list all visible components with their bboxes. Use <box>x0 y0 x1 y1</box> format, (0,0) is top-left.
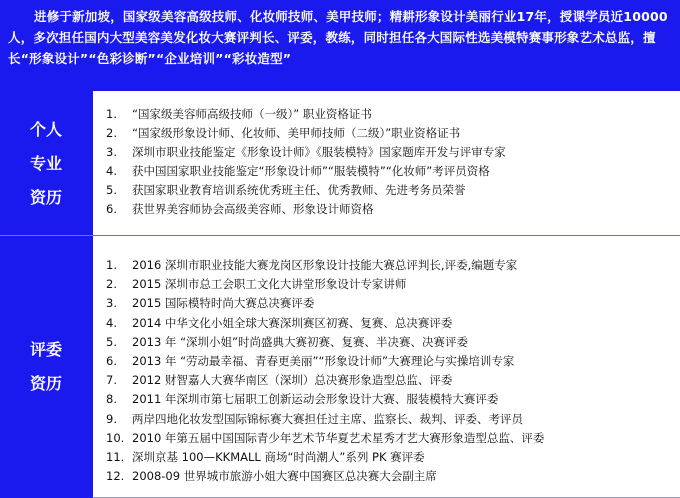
item-text: 2012 财智嘉人大赛华南区（深圳）总决赛形象造型总监、评委 <box>132 373 453 388</box>
item-number: 4. <box>106 315 117 330</box>
item-text: “国家级形象设计师、化妆师、美甲师技师（二级）”职业资格证书 <box>132 126 461 140</box>
item-text: 2008-09 世界城市旅游小姐大赛中国赛区总决赛大会副主席 <box>132 469 437 484</box>
label-line: 评委 <box>29 340 62 359</box>
list-item <box>106 314 680 333</box>
label-line: 资历 <box>29 374 62 393</box>
item-text: 2013 年 “劳动最幸福、青春更美丽”“形象设计师”大赛理论与实操培训专家 <box>132 353 515 368</box>
item-number: 4. <box>106 164 117 178</box>
professional-qualifications-section <box>0 91 680 236</box>
list-item <box>106 448 680 467</box>
item-text: 2016 深圳市职业技能大赛龙岗区形象设计技能大赛总评判长,评委,编题专家 <box>132 258 518 272</box>
judge-experience-section <box>0 236 680 498</box>
item-number: 6. <box>106 353 117 368</box>
judge-experience-list <box>92 236 680 498</box>
item-number: 8. <box>106 392 117 407</box>
list-item <box>106 352 680 371</box>
list-item <box>106 105 680 124</box>
item-number: 11. <box>106 449 125 464</box>
judge-experience-label <box>0 236 92 498</box>
list-item <box>106 390 680 409</box>
intro-paragraph: 进修于新加坡，国家级美容高级技师、化妆师技师、美甲技师；精耕形象设计美丽行业17年，授课学员近10000人，多次担任国内大型美容美发化妆大赛评判长、评委，教练，同时担任各大国际性选美模特赛事形象艺术总监，擅长“形象设计”“色彩诊断”“企业培训”“彩妆造型” <box>0 0 680 91</box>
item-number: 3. <box>106 296 117 311</box>
item-number: 3. <box>106 145 117 159</box>
item-number: 5. <box>106 183 117 197</box>
professional-qualifications-label <box>0 91 92 236</box>
label-line: 个人 <box>29 119 62 139</box>
list-item <box>106 200 680 219</box>
list-item <box>106 275 680 294</box>
item-text: 2013 年 “深圳小姐”时尚盛典大赛初赛、复赛、半决赛、决赛评委 <box>132 334 468 349</box>
item-text: 2015 国际模特时尚大赛总决赛评委 <box>132 296 315 311</box>
label-line: 专业 <box>29 153 62 173</box>
item-number: 1. <box>106 107 117 121</box>
item-text: “国家级美容师高级技师（一级）” 职业资格证书 <box>132 107 372 121</box>
list-item <box>106 256 680 275</box>
item-text: 两岸四地化妆发型国际锦标赛大赛担任过主席、监察长、裁判、评委、考评员 <box>132 411 523 426</box>
list-item <box>106 333 680 352</box>
item-text: 2015 深圳市总工会职工文化大讲堂形象设计专家讲师 <box>132 277 407 292</box>
qualifications-list <box>92 91 680 236</box>
item-number: 1. <box>106 258 117 272</box>
item-text: 深圳市职业技能鉴定《形象设计师》《服装模特》国家题库开发与评审专家 <box>132 145 506 159</box>
list-item <box>106 371 680 390</box>
item-number: 6. <box>106 202 117 216</box>
list-item <box>106 162 680 181</box>
item-text: 深圳京基 100—KKMALL 商场“时尚潮人”系列 PK 赛评委 <box>132 449 425 464</box>
list-item <box>106 410 680 429</box>
item-text: 2010 年第五届中国国际青少年艺术节华夏艺术星秀才艺大赛形象造型总监、评委 <box>132 430 545 445</box>
item-number: 12. <box>106 469 125 484</box>
item-text: 2011 年深圳市第七届职工创新运动会形象设计大赛、服装模特大赛评委 <box>132 392 499 407</box>
item-text: 2014 中华文化小姐全球大赛深圳赛区初赛、复赛、总决赛评委 <box>132 315 453 330</box>
list-item <box>106 124 680 143</box>
item-text: 获世界美容师协会高级美容师、形象设计师资格 <box>132 202 374 216</box>
list-item <box>106 429 680 448</box>
item-text: 获中国国家职业技能鉴定“形象设计师”“服装模特”“化妆师”考评员资格 <box>132 164 490 178</box>
list-item <box>106 143 680 162</box>
list-item <box>106 467 680 486</box>
item-number: 9. <box>106 411 117 426</box>
list-item <box>106 294 680 313</box>
label-line: 资历 <box>29 187 62 207</box>
item-number: 5. <box>106 334 117 349</box>
item-number: 2. <box>106 126 117 140</box>
item-number: 10. <box>106 430 125 445</box>
item-number: 7. <box>106 373 117 388</box>
list-item <box>106 181 680 200</box>
item-number: 2. <box>106 277 117 292</box>
item-text: 获国家职业教育培训系统优秀班主任、优秀教师、先进考务员荣誉 <box>132 183 466 197</box>
